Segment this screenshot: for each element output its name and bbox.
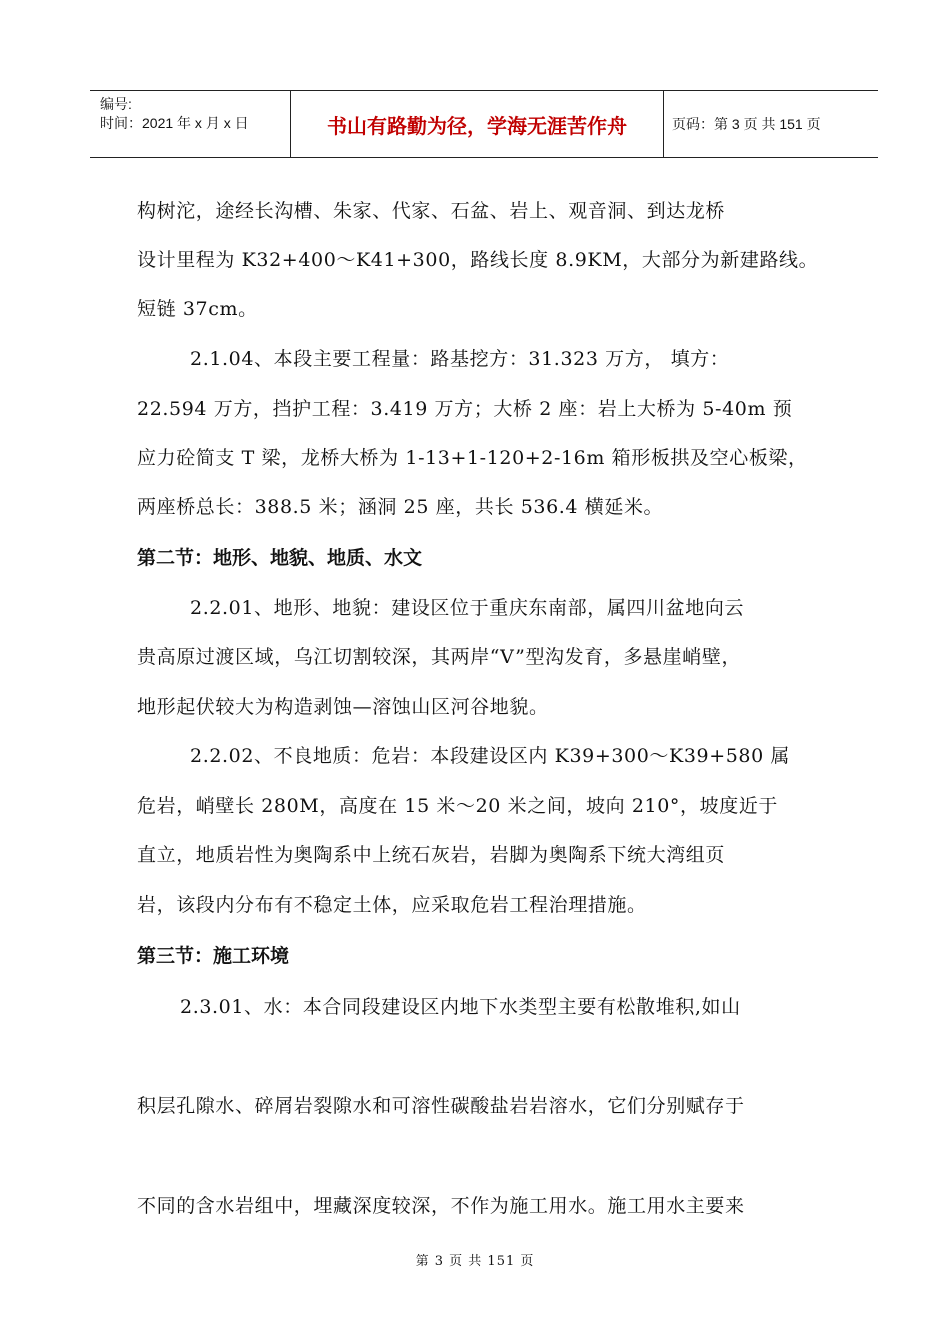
- page-header: [90, 90, 878, 158]
- serial-label: 编号:: [100, 96, 132, 112]
- body-line: 危岩，峭壁长 280M，高度在 15 米～20 米之间，坡向 210°，坡度近于: [137, 795, 779, 817]
- body-line: 贵高原过渡区域，乌江切割较深，其两岸“V”型沟发育，多悬崖峭壁，: [137, 646, 742, 668]
- body-line: 2.3.01、水：本合同段建设区内地下水类型主要有松散堆积,如山: [180, 996, 741, 1018]
- motto: 书山有路勤为径，学海无涯苦作舟: [327, 115, 627, 138]
- body-line: 22.594 万方，挡护工程：3.419 万方；大桥 2 座：岩上大桥为 5-40m 预: [137, 398, 793, 420]
- body-line: 岩，该段内分布有不稳定土体，应采取危岩工程治理措施。: [137, 894, 647, 916]
- header-motto-cell: [291, 91, 664, 157]
- body-line: 地形起伏较大为构造剥蚀—溶蚀山区河谷地貌。: [137, 696, 549, 718]
- body-line: 两座桥总长：388.5 米；涵洞 25 座，共长 536.4 横延米。: [137, 496, 664, 518]
- body-line: 2.2.01、地形、地貌：建设区位于重庆东南部，属四川盆地向云: [190, 597, 745, 619]
- body-line: 2.1.04、本段主要工程量：路基挖方：31.323 万方， 填方：: [190, 348, 730, 370]
- section-heading: 第三节：施工环境: [137, 945, 290, 967]
- body-line: 设计里程为 K32+400～K41+300，路线长度 8.9KM，大部分为新建路线。: [137, 249, 819, 271]
- header-meta: [90, 91, 291, 157]
- body-line: 应力砼简支 T 梁，龙桥大桥为 1-13+1-120+2-16m 箱形板拱及空心板梁，: [137, 447, 808, 469]
- body-line: 2.2.02、不良地质：危岩：本段建设区内 K39+300～K39+580 属: [190, 745, 791, 767]
- header-page-cell: [664, 91, 878, 157]
- time-label: 时间：2021 年 x 月 x 日: [100, 115, 249, 131]
- body-line: 直立，地质岩性为奥陶系中上统石灰岩，岩脚为奥陶系下统大湾组页: [137, 844, 726, 866]
- page-footer: 第 3 页 共 151 页: [415, 1254, 535, 1269]
- body-line: 构树沱，途经长沟槽、朱家、代家、石盆、岩上、观音洞、到达龙桥: [137, 200, 726, 222]
- section-heading: 第二节：地形、地貌、地质、水文: [137, 547, 423, 569]
- body-line: 短链 37cm。: [137, 298, 258, 320]
- body-line: 不同的含水岩组中，埋藏深度较深，不作为施工用水。施工用水主要来: [137, 1195, 745, 1217]
- body-line: 积层孔隙水、碎屑岩裂隙水和可溶性碳酸盐岩岩溶水，它们分别赋存于: [137, 1095, 745, 1117]
- page-info: 页码：第 3 页 共 151 页: [672, 116, 821, 132]
